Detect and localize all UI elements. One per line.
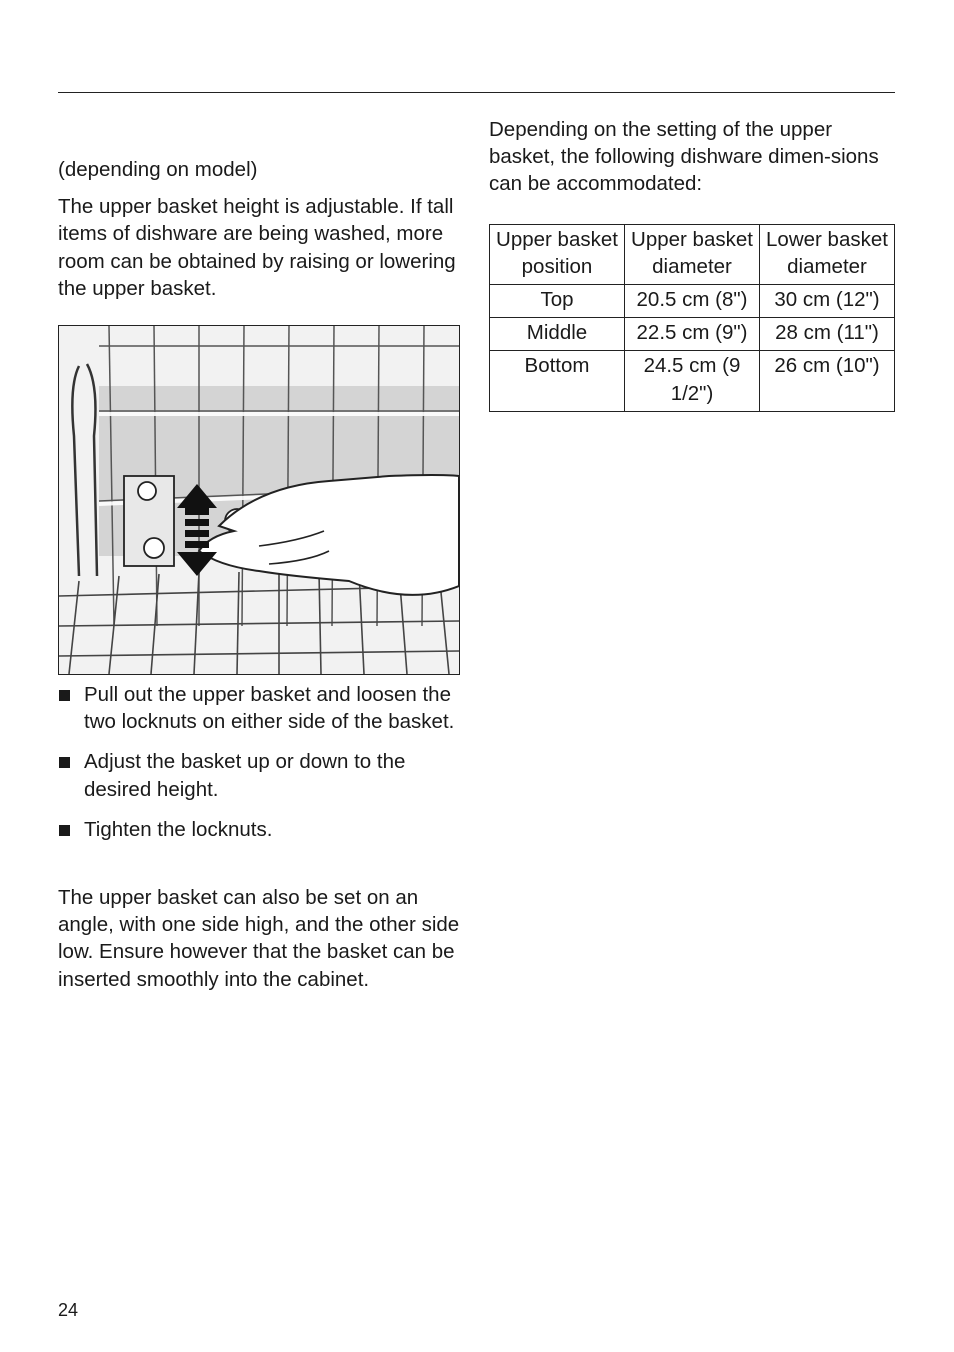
step-text: Adjust the basket up or down to the desired height. bbox=[84, 750, 406, 801]
left-column bbox=[58, 156, 463, 302]
model-note: (depending on model) bbox=[58, 158, 258, 181]
list-item bbox=[58, 681, 463, 735]
cell-upper-diameter: 22.5 cm (9") bbox=[625, 318, 760, 351]
instruction-steps bbox=[58, 681, 463, 856]
header-upper-basket-position: Upper basket position bbox=[490, 224, 625, 284]
table-intro-paragraph: Depending on the setting of the upper basket, the following dishware dimen-sions can be accommodated: bbox=[489, 118, 879, 196]
angle-note-paragraph: The upper basket can also be set on an angle, with one side high, and the other side low. Ensure however that the basket can be inserted smoothly into the cabinet. bbox=[58, 886, 460, 991]
intro-paragraph: The upper basket height is adjustable. If tall items of dishware are being washed, more room can be obtained by raising or lowering the upper basket. bbox=[58, 195, 456, 300]
cell-lower-diameter: 26 cm (10") bbox=[760, 351, 895, 411]
cell-lower-diameter: 28 cm (11") bbox=[760, 318, 895, 351]
basket-adjustment-illustration bbox=[58, 325, 460, 675]
cell-upper-diameter: 24.5 cm (9 1/2") bbox=[625, 351, 760, 411]
step-text: Tighten the locknuts. bbox=[84, 817, 273, 841]
cell-lower-diameter: 30 cm (12") bbox=[760, 285, 895, 318]
cell-position: Middle bbox=[490, 318, 625, 351]
list-item bbox=[58, 748, 463, 802]
table-header-row bbox=[490, 224, 895, 284]
step-text: Pull out the upper basket and loosen the two locknuts on either side of the basket. bbox=[84, 683, 455, 734]
cell-position: Top bbox=[490, 285, 625, 318]
dishware-dimensions-table bbox=[489, 224, 895, 412]
square-bullet-icon bbox=[59, 690, 70, 701]
list-item bbox=[58, 816, 463, 843]
header-lower-basket-diameter: Lower basket diameter bbox=[760, 224, 895, 284]
cell-upper-diameter: 20.5 cm (8") bbox=[625, 285, 760, 318]
square-bullet-icon bbox=[59, 825, 70, 836]
square-bullet-icon bbox=[59, 757, 70, 768]
cell-position: Bottom bbox=[490, 351, 625, 411]
header-rule bbox=[58, 92, 895, 93]
table-row bbox=[490, 285, 895, 318]
right-column bbox=[489, 116, 895, 412]
table-row bbox=[490, 351, 895, 411]
table-row bbox=[490, 318, 895, 351]
page-number: 24 bbox=[58, 1300, 79, 1320]
header-upper-basket-diameter: Upper basket diameter bbox=[625, 224, 760, 284]
